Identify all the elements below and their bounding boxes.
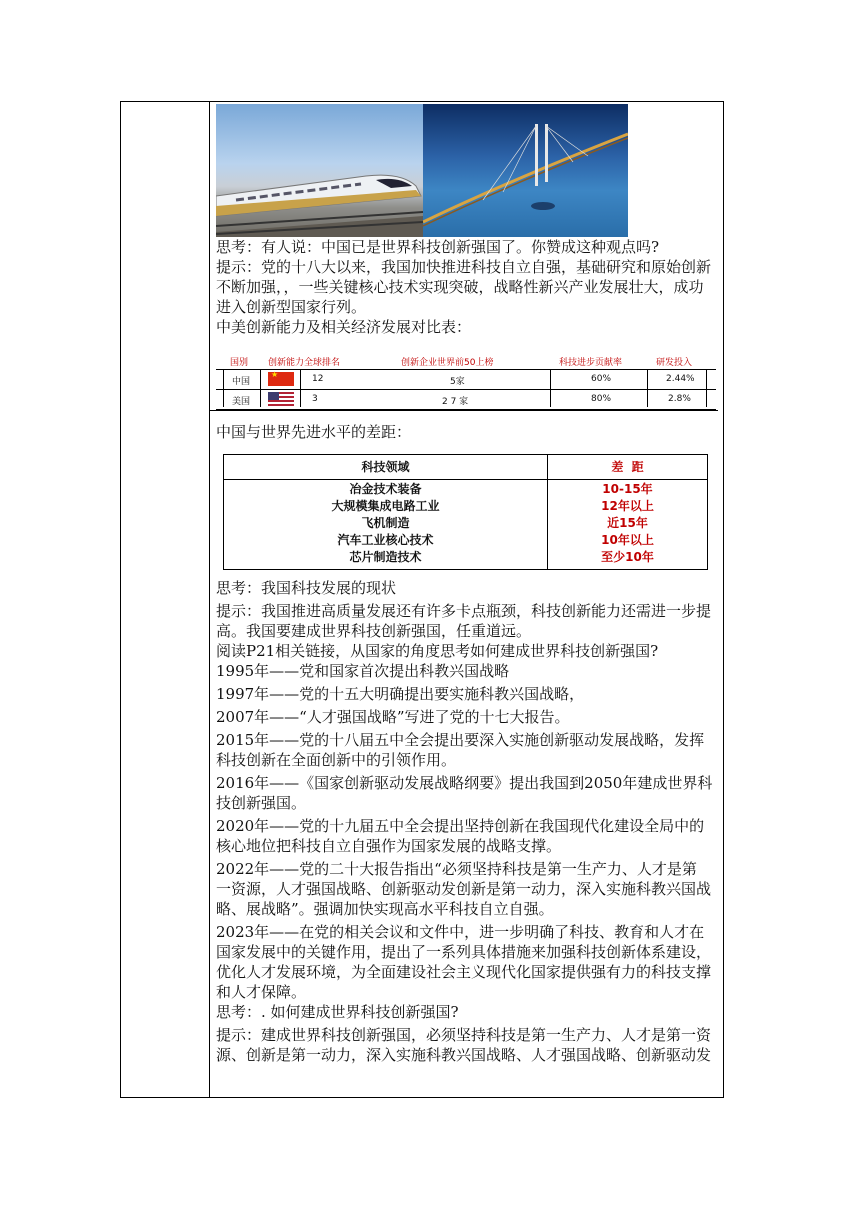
timeline-2023-line-1: 2023年——在党的相关会议和文件中，进一步明确了科技、教育和人才在 bbox=[216, 923, 705, 941]
gap-value: 近15年 bbox=[607, 516, 648, 530]
bridge-photo bbox=[423, 104, 628, 237]
lesson-content bbox=[216, 104, 716, 1064]
companies-value: 5家 bbox=[450, 377, 465, 387]
rank-value: 3 bbox=[312, 394, 318, 404]
header-gap: 差 距 bbox=[611, 460, 644, 474]
hint-2-line-2: 高。我国要建成世界科技创新强国，任重道远。 bbox=[216, 622, 532, 640]
header-companies: 创新企业世界前50上榜 bbox=[401, 358, 494, 368]
gap-field: 大规模集成电路工业 bbox=[331, 499, 440, 513]
gap-value: 10-15年 bbox=[602, 482, 653, 496]
train-illustration bbox=[216, 104, 423, 237]
gap-field: 汽车工业核心技术 bbox=[337, 533, 434, 547]
body-text bbox=[216, 578, 716, 1065]
usa-flag-icon bbox=[268, 392, 294, 406]
gap-field: 飞机制造 bbox=[361, 516, 410, 530]
technology-gap-table bbox=[223, 454, 708, 570]
hint-1-line-2: 不断加强，，一些关键核心技术实现突破，战略性新兴产业发展壮大，成功 bbox=[216, 278, 704, 296]
gap-header-row bbox=[224, 455, 707, 480]
header-rank: 创新能力全球排名 bbox=[268, 358, 341, 368]
timeline-2020-line-1: 2020年——党的十九届五中全会提出坚持创新在我国现代化建设全局中的 bbox=[216, 817, 705, 835]
gap-value: 至少10年 bbox=[601, 550, 654, 564]
timeline-2023-line-4: 和人才保障。 bbox=[216, 983, 307, 1001]
header-contribution: 科技进步贡献率 bbox=[559, 358, 623, 368]
china-flag-icon bbox=[268, 372, 294, 386]
think-question-1: 思考：有人说：中国已是世界科技创新强国了。你赞成这种观点吗? bbox=[216, 238, 660, 256]
country-name: 中国 bbox=[232, 377, 251, 387]
think-question-2: 思考：我国科技发展的现状 bbox=[216, 579, 397, 597]
contribution-value: 80% bbox=[591, 394, 612, 404]
timeline-2007: 2007年——“人才强国战略”写进了党的十七大报告。 bbox=[216, 708, 570, 726]
gap-field: 冶金技术装备 bbox=[349, 482, 422, 496]
companies-value: 2 7 家 bbox=[442, 397, 469, 407]
gap-field: 芯片制造技术 bbox=[349, 550, 422, 564]
timeline-2022-line-3: 略、展战略”。强调加快实现高水平科技自立自强。 bbox=[216, 900, 554, 918]
table-row bbox=[216, 389, 716, 410]
rd-value: 2.8% bbox=[668, 394, 691, 404]
reading-prompt: 阅读P21相关链接，从国家的角度思考如何建成世界科技创新强国? bbox=[216, 642, 659, 660]
column-divider bbox=[209, 101, 210, 1098]
hint-1-line-1: 提示：党的十八大以来，我国加快推进科技自立自强，基础研究和原始创新 bbox=[216, 258, 712, 276]
timeline-2016-line-1: 2016年——《国家创新驱动发展战略纲要》提出我国到2050年建成世界科 bbox=[216, 774, 713, 792]
gap-value: 10年以上 bbox=[601, 533, 654, 547]
timeline-1995: 1995年——党和国家首次提出科教兴国战略 bbox=[216, 662, 510, 680]
timeline-2020-line-2: 核心地位把科技自立自强作为国家发展的战略支撑。 bbox=[216, 837, 562, 855]
table-row bbox=[216, 369, 716, 389]
timeline-2022-line-2: 一资源，人才强国战略、创新驱动发创新是第一动力，深入实施科教兴国战 bbox=[216, 880, 712, 898]
header-field: 科技领域 bbox=[224, 455, 548, 479]
timeline-2023-line-2: 国家发展中的关键作用，提出了一系列具体措施来加强科技创新体系建设， bbox=[216, 943, 712, 961]
hint-1-line-3: 进入创新型国家行列。 bbox=[216, 298, 367, 316]
timeline-2015-line-2: 科技创新在全面创新中的引领作用。 bbox=[216, 751, 457, 769]
country-name: 美国 bbox=[232, 397, 251, 407]
photo-strip bbox=[216, 104, 716, 237]
header-rd: 研发投入 bbox=[656, 358, 693, 368]
timeline-2015-line-1: 2015年——党的十八届五中全会提出要深入实施创新驱动发展战略，发挥 bbox=[216, 731, 705, 749]
timeline-2023-line-3: 优化人才发展环境，为全面建设社会主义现代化国家提供强有力的科技支撑 bbox=[216, 963, 712, 981]
gap-title: 中国与世界先进水平的差距： bbox=[216, 423, 412, 441]
section-divider bbox=[210, 410, 718, 411]
rank-value: 12 bbox=[312, 374, 324, 384]
comparison-title: 中美创新能力及相关经济发展对比表： bbox=[216, 318, 472, 336]
contribution-value: 60% bbox=[591, 374, 612, 384]
timeline-2016-line-2: 技创新强国。 bbox=[216, 794, 307, 812]
hint-2-line-1: 提示：我国推进高质量发展还有许多卡点瓶颈，科技创新能力还需进一步提 bbox=[216, 602, 712, 620]
think-question-3: 思考：. 如何建成世界科技创新强国? bbox=[216, 1003, 459, 1021]
bridge-illustration bbox=[423, 104, 628, 237]
china-us-comparison-table bbox=[216, 355, 716, 410]
comparison-header-row bbox=[216, 355, 716, 369]
high-speed-train-photo bbox=[216, 104, 423, 237]
rd-value: 2.44% bbox=[666, 374, 695, 384]
gap-value: 12年以上 bbox=[601, 499, 654, 513]
timeline-1997: 1997年——党的十五大明确提出要实施科教兴国战略， bbox=[216, 685, 585, 703]
timeline-2022-line-1: 2022年——党的二十大报告指出“必须坚持科技是第一生产力、人才是第 bbox=[216, 860, 697, 878]
hint-3-line-1: 提示：建成世界科技创新强国，必须坚持科技是第一生产力、人才是第一资 bbox=[216, 1026, 712, 1044]
header-country: 国别 bbox=[230, 358, 249, 368]
hint-3-line-2: 源、创新是第一动力，深入实施科教兴国战略、人才强国战略、创新驱动发 bbox=[216, 1046, 712, 1064]
